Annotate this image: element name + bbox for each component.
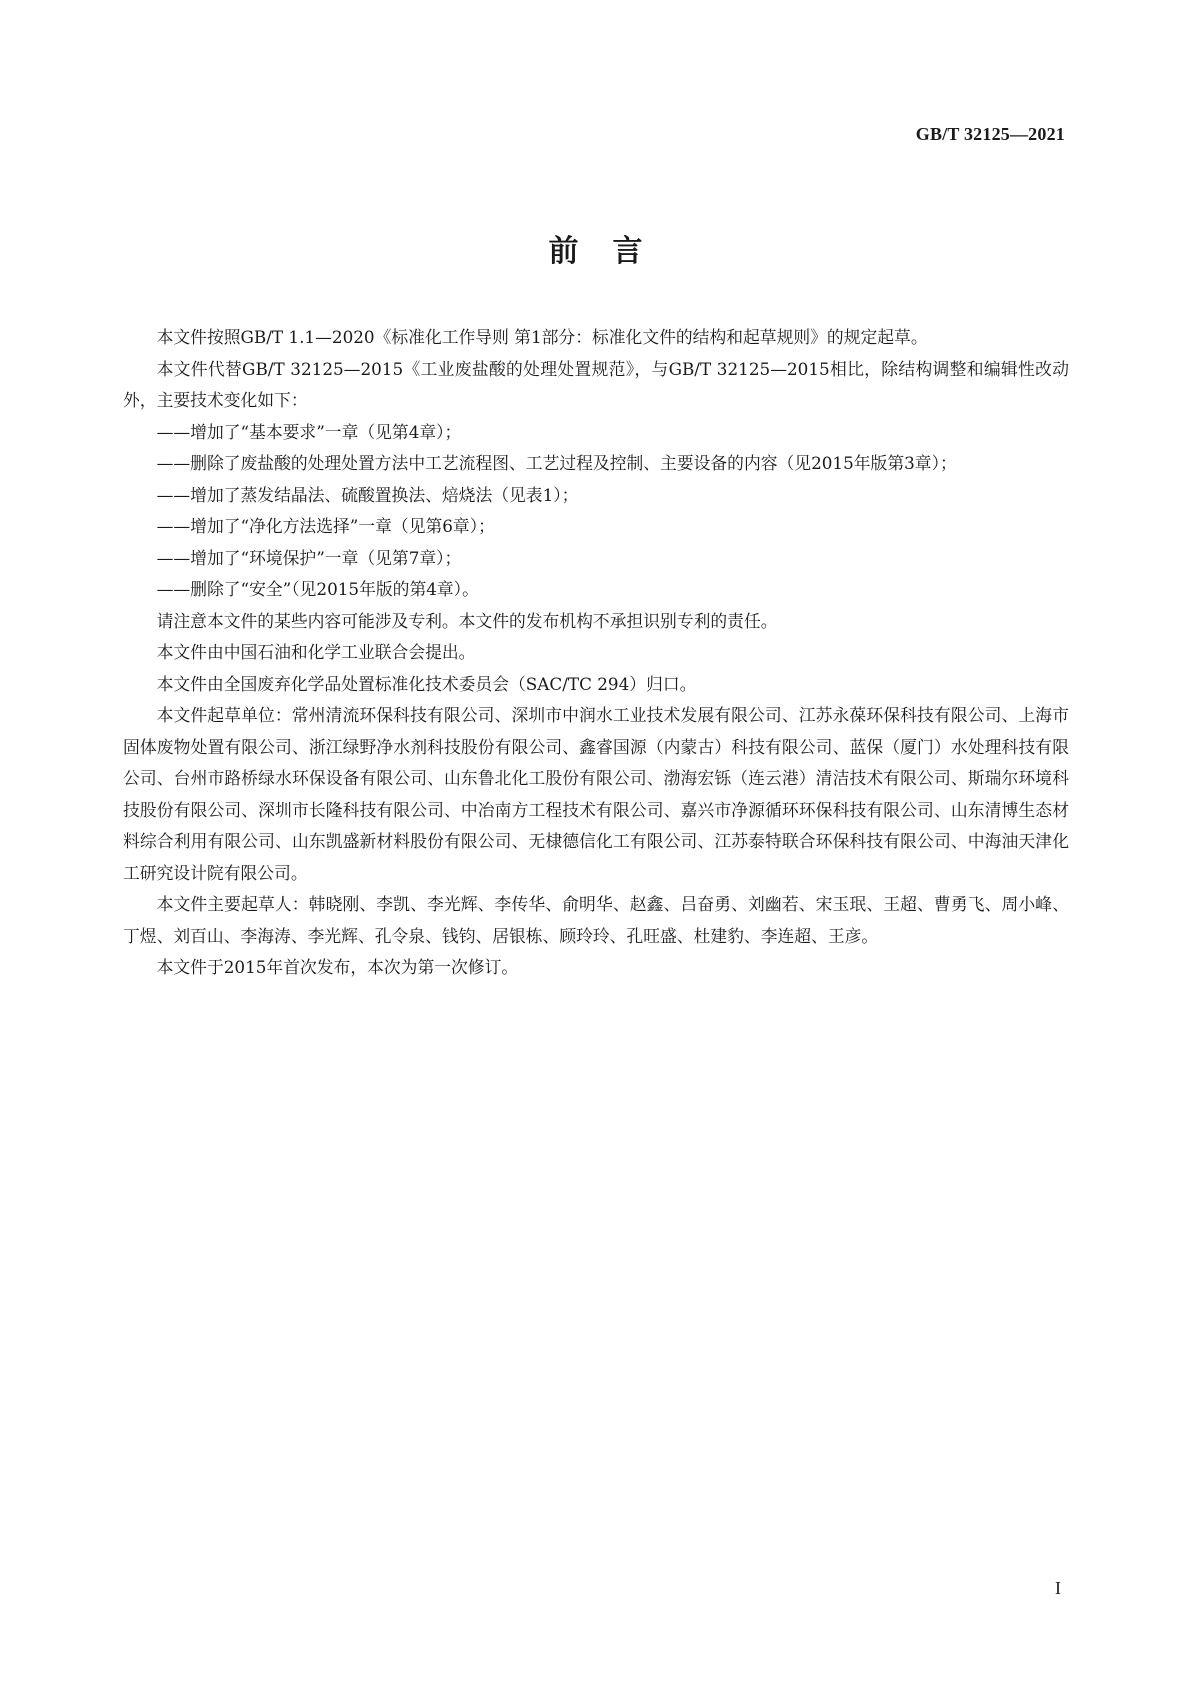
paragraph-replacement: 本文件代替GB/T 32125—2015《工业废盐酸的处理处置规范》，与GB/T 32125—2015相比，除结构调整和编辑性改动外，主要技术变化如下： <box>123 358 1069 410</box>
paragraph-drafters: 本文件主要起草人：韩晓刚、李凯、李光辉、李传华、俞明华、赵鑫、吕奋勇、刘幽若、宋玉珉、王超、曹勇飞、周小峰、丁煜、刘百山、李海涛、李光辉、孔令泉、钱钧、居银栋、顾玲玲、孔旺盛、杜建豹、李连超、王彦。 <box>123 894 1069 946</box>
paragraph-drafting-units: 本文件起草单位：常州清流环保科技有限公司、深圳市中润水工业技术发展有限公司、江苏永葆环保科技有限公司、上海市固体废物处置有限公司、浙江绿野净水剂科技股份有限公司、鑫睿国源（内蒙古）科技有限公司、蓝保（厦门）水处理科技有限公司、台州市路桥绿水环保设备有限公司、山东鲁北化工股份有限公司、渤海宏铄（连云港）清洁技术有限公司、斯瑞尔环境科技股份有限公司、深圳市长隆科技有限公司、中冶南方工程技术有限公司、嘉兴市净源循环环保科技有限公司、山东清博生态材料综合利用有限公司、山东凯盛新材料股份有限公司、无棣德信化工有限公司、江苏泰特联合环保科技有限公司、中海油天津化工研究设计院有限公司。 <box>123 705 1069 883</box>
paragraph-drafting-rules: 本文件按照GB/T 1.1—2020《标准化工作导则 第1部分：标准化文件的结构和起草规则》的规定起草。 <box>156 327 928 347</box>
change-item: ——删除了废盐酸的处理处置方法中工艺流程图、工艺过程及控制、主要设备的内容（见2015年版第3章）； <box>156 453 957 473</box>
change-item: ——增加了“基本要求”一章（见第4章）； <box>156 421 462 442</box>
paragraph-committee: 本文件由全国废弃化学品处置标准化技术委员会（SAC/TC 294）归口。 <box>156 673 697 694</box>
change-item: ——删除了“安全”（见2015年版的第4章）。 <box>156 579 479 599</box>
change-item: ——增加了蒸发结晶法、硫酸置换法、焙烧法（见表1）； <box>156 484 579 505</box>
page-title: 前言 <box>548 234 677 269</box>
change-item: ——增加了“净化方法选择”一章（见第6章）； <box>156 516 495 536</box>
paragraph-history: 本文件于2015年首次发布，本次为第一次修订。 <box>156 957 519 977</box>
paragraph-patent-notice: 请注意本文件的某些内容可能涉及专利。本文件的发布机构不承担识别专利的责任。 <box>156 610 778 631</box>
paragraph-proposer: 本文件由中国石油和化学工业联合会提出。 <box>156 642 476 662</box>
page-number: I <box>1055 1578 1061 1598</box>
change-item: ——增加了“环境保护”一章（见第7章）； <box>156 547 462 568</box>
standard-number: GB/T 32125—2021 <box>915 124 1065 144</box>
foreword-body <box>123 322 1069 984</box>
